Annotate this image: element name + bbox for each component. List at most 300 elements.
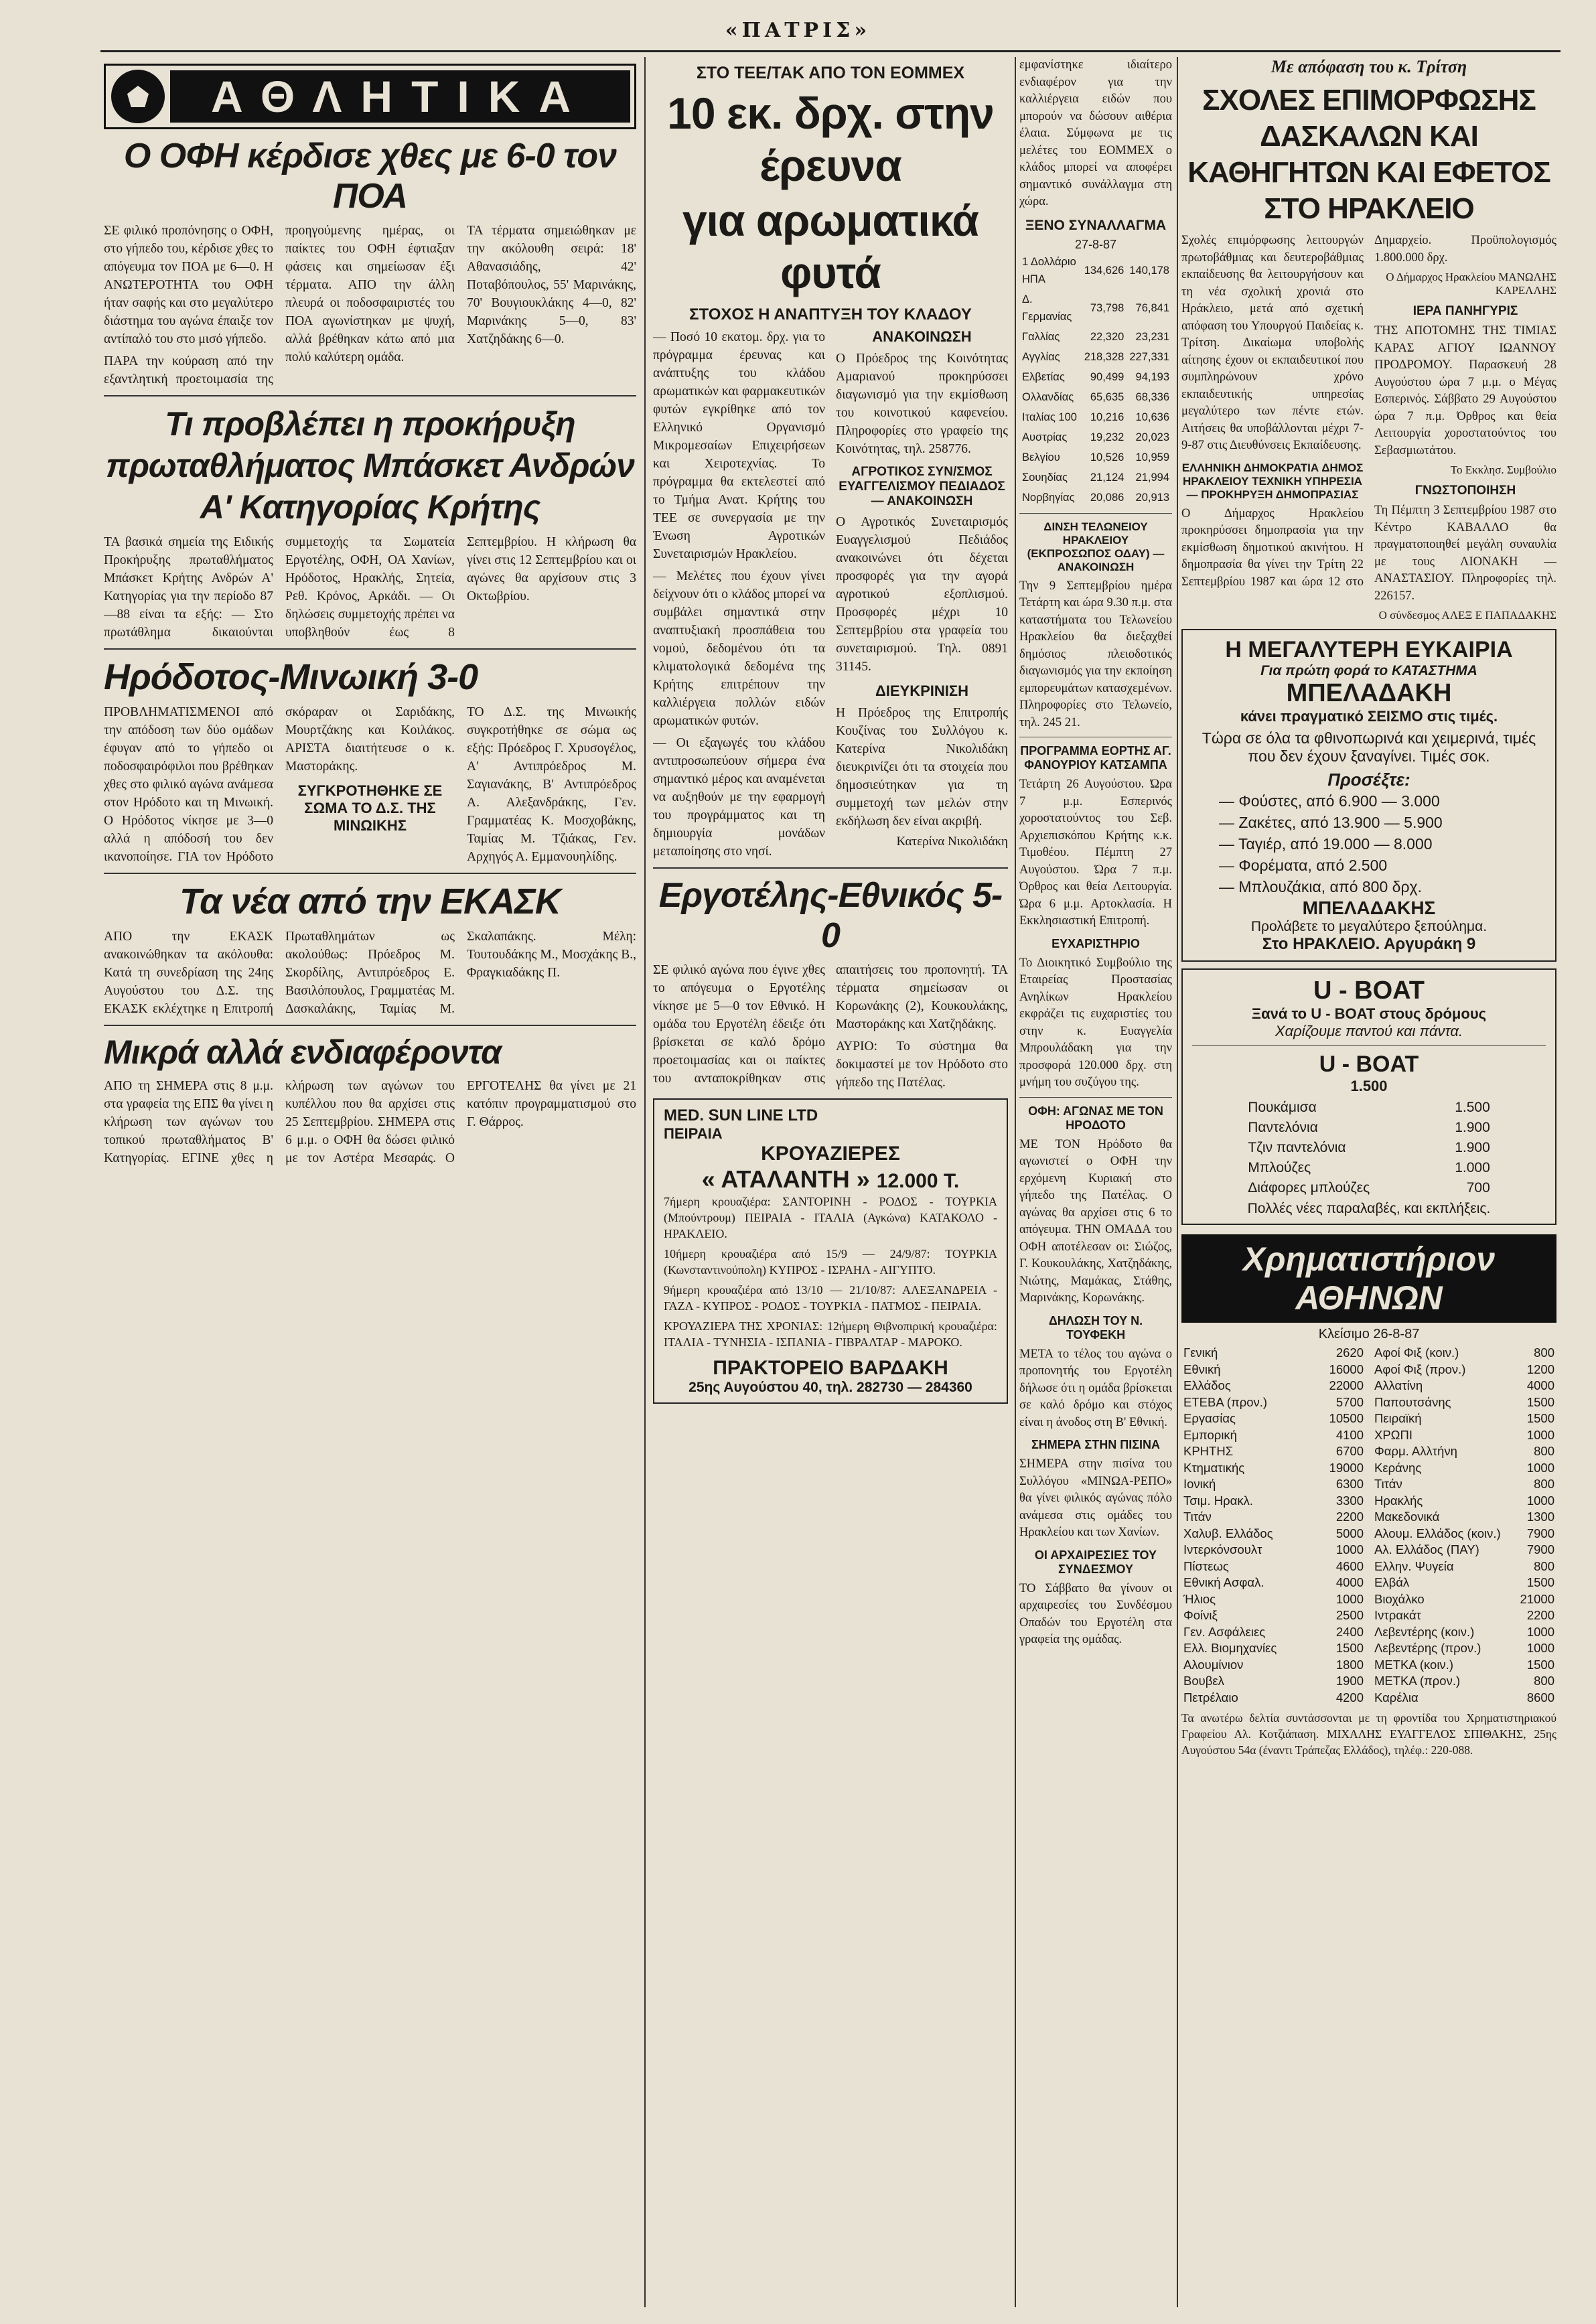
row-value: 6300	[1335, 1477, 1364, 1491]
headline-ergotelis: Εργοτέλης-Εθνικός 5-0	[658, 876, 1003, 955]
row-label: Ήλιος	[1183, 1591, 1216, 1606]
article-research	[653, 328, 1008, 861]
table-row	[1019, 327, 1172, 347]
ad-sub: Ξανά το U - BOAT στους δρόμους	[1251, 1005, 1487, 1022]
table-row	[1181, 1394, 1366, 1411]
signature: Κατερίνα Νικολιδάκη	[896, 834, 1008, 849]
row-label: Φαρμ. Αλλτήνη	[1374, 1444, 1457, 1458]
headline-research-1: 10 εκ. δρχ. στην έρευνα	[667, 88, 994, 190]
row-label: Λεβεντέρης (προν.)	[1374, 1641, 1481, 1655]
notice-text: ΤΗΣ ΑΠΟΤΟΜΗΣ ΤΗΣ ΤΙΜΙΑΣ ΚΑΡΑΣ ΑΓΙΟΥ ΙΩΑΝΝΟΥ ΠΡΟΔΡΟΜΟΥ. Παρασκευή 28 Αυγούστου ώρα 7 μ.μ. ο Μέγας Εσπερινός. Σάββατο 29 Αυγούστου ώρα 7 π.μ. Όρθρος και θεία Λειτουργία χοροστατούντος του Σεβασμιωτάτου.	[1374, 324, 1556, 457]
row-value: 21,994	[1135, 471, 1169, 484]
cruise-ad	[653, 1098, 1008, 1404]
article-basket	[104, 533, 636, 642]
ad-title-2: U - BOAT	[1319, 1051, 1419, 1077]
row-value: 16000	[1329, 1362, 1364, 1376]
ad-intro: Τώρα σε όλα τα φθινοπωρινά και χειμερινά, τιμές που δεν έχουν ξαναγίνει. Τιμές σοκ.	[1202, 729, 1536, 765]
row-value: 7900	[1526, 1542, 1554, 1556]
deck: ΣΤΟΧΟΣ Η ΑΝΑΠΤΥΞΗ ΤΟΥ ΚΛΑΔΟΥ	[689, 305, 972, 323]
table-row	[1372, 1673, 1556, 1690]
table-row	[1181, 1460, 1366, 1477]
table-row	[1181, 1526, 1366, 1542]
ad-agent: ΠΡΑΚΤΟΡΕΙΟ ΒΑΡΔΑΚΗ	[713, 1357, 948, 1379]
ad-line: 10ήμερη κρουαζιέρα από 15/9 — 24/9/87: ΤΟΥΡΚΙΑ (Κωνσταντινούπολη) ΚΥΠΡΟΣ - ΙΣΡΑΗΛ - ΑΙΓΥΠΤΟ.	[664, 1247, 997, 1277]
ad-items	[1192, 790, 1546, 897]
row-label: ΧΡΩΠΙ	[1374, 1427, 1413, 1442]
row-label: Παπουτσάνης	[1374, 1394, 1451, 1409]
row-label: Λεβεντέρης (κοιν.)	[1374, 1624, 1475, 1639]
row-label: Τιτάν	[1183, 1510, 1212, 1524]
row-value: 2200	[1335, 1510, 1364, 1524]
row-label: Ελβάλ	[1374, 1575, 1410, 1589]
row-label: Γαλλίας	[1022, 330, 1060, 343]
row-value: 20,913	[1135, 491, 1169, 504]
notice-heading: ΕΥΧΑΡΙΣΤΗΡΙΟ	[1051, 936, 1140, 950]
table-row	[1019, 467, 1172, 488]
row-label: Ολλανδίας	[1022, 390, 1074, 403]
table-row	[1245, 1158, 1493, 1178]
row-label: ΜΕΤΚΑ (κοιν.)	[1374, 1657, 1453, 1672]
row-label: ΚΡΗΤΗΣ	[1183, 1444, 1234, 1458]
ad-ship	[664, 1165, 997, 1193]
subheading: ΔΗΛΩΣΗ ΤΟΥ Ν. ΤΟΥΦΕΚΗ	[1048, 1313, 1143, 1341]
table-row	[1181, 1362, 1366, 1378]
row-label: Βελγίου	[1022, 451, 1060, 463]
row-value: 2620	[1335, 1346, 1364, 1360]
row-value: 10500	[1329, 1411, 1364, 1425]
row-value: 1500	[1526, 1657, 1554, 1672]
table-row	[1181, 1640, 1366, 1657]
table-row	[1372, 1607, 1556, 1624]
article-paragraph: ΣΗΜΕΡΑ στην πισίνα του Συλλόγου «ΜΙΝΩΑ-ΡΕΠΟ» θα γίνει φιλικός αγώνας πόλο ανάμεσα στις ομάδες του Ηρακλείου και των Χανίων.	[1019, 1457, 1172, 1539]
row-value: 22000	[1329, 1378, 1364, 1392]
notices-column	[1019, 57, 1172, 2307]
table-row	[1181, 1493, 1366, 1510]
notice-text: Τη Πέμπτη 3 Σεπτεμβρίου 1987 στο Κέντρο ΚΑΒΑΛΛΟ θα πραγματοποιηθεί μεγάλη συναυλία με τους ΛΙΟΝΑΚΗ — ΑΝΑΣΤΑΣΙΟΥ. Πληροφορίες τηλ. 226157.	[1374, 504, 1556, 603]
row-value: 21,124	[1090, 471, 1125, 484]
table-row	[1372, 1558, 1556, 1575]
ad-item: — Φούστες, από 6.900 — 3.000	[1219, 792, 1440, 810]
table-row	[1181, 1378, 1366, 1394]
table-row	[1372, 1657, 1556, 1674]
headline-basket: Τι προβλέπει η προκήρυξη πρωταθλήματος Μπάσκετ Ανδρών Α' Κατηγορίας Κρήτης	[106, 405, 634, 526]
row-label: Εργασίας	[1183, 1411, 1236, 1425]
divider	[1019, 1097, 1172, 1098]
notice-text: Τετάρτη 26 Αυγούστου. Ώρα 7 μ.μ. Εσπερινός χοροστατούντος του Σεβ. Αρχιεπισκόπου Κρήτης κ.κ. Τιμοθέου. Πέμπτη 27 Αυγούστου. Ώρα 7 π.μ. Όρθρος και θεία Λειτουργία. Ώρα 6 μ.μ. Αρτοκλασία. Η Εκκλησιαστική Επιτροπή.	[1019, 778, 1172, 928]
ad-title: U - BOAT	[1313, 976, 1425, 1005]
row-value: 1500	[1526, 1575, 1554, 1589]
row-label: Ηρακλής	[1374, 1493, 1423, 1508]
headline-research-2: για αρωματικά φυτά	[682, 196, 979, 297]
row-value: 700	[1466, 1180, 1490, 1195]
row-label: Διάφορες μπλούζες	[1248, 1180, 1370, 1195]
row-value: 1000	[1335, 1542, 1364, 1556]
notice-text: Ο Δήμαρχος Ηρακλείου προκηρύσσει δημοπρασία για την εκμίσθωση δημοτικού ακινήτου. Η δημοπρασία θα γίνει την Τρίτη 22 Σεπτεμβρίου 1987 και ώρα 12 στο Δημαρχείο. Προϋπολογισμός 1.800.000 δρχ.	[1181, 234, 1556, 589]
row-value: 2200	[1526, 1608, 1554, 1622]
row-value: 94,193	[1135, 370, 1169, 383]
table-row	[1019, 367, 1172, 387]
article-paragraph: — Ποσό 10 εκατομ. δρχ. για το πρόγραμμα έρευνας και ανάπτυξης του κλάδου αρωματικών και φαρμακευτικών φυτών εγκρίθηκε από τον Ελληνικό Οργανισμό Μικρομεσαίων Επιχειρήσεων και Χειροτεχνίας. Το πρόγραμμα θα εκτελεστεί από το Τμήμα Ανατ. Κρήτης του ΤΕΕ σε συνεργασία με την Ένωση Αγροτικών Συνεταιρισμών Ηρακλείου.	[653, 330, 825, 561]
ad-item: — Ζακέτες, από 13.900 — 5.900	[1219, 814, 1443, 831]
row-value: 4200	[1335, 1690, 1364, 1704]
table-row	[1372, 1542, 1556, 1558]
row-value: 1500	[1526, 1411, 1554, 1425]
fx-heading: ΞΕΝΟ ΣΥΝΑΛΛΑΓΜΑ	[1025, 217, 1167, 233]
ad-price-table	[1245, 1098, 1493, 1198]
headline-education: ΣΧΟΛΕΣ ΕΠΙΜΟΡΦΩΣΗΣ ΔΑΣΚΑΛΩΝ ΚΑΙ ΚΑΘΗΓΗΤΩΝ ΚΑΙ ΕΦΕΤΟΣ ΣΤΟ ΗΡΑΚΛΕΙΟ	[1187, 84, 1550, 225]
row-label: Ελβετίας	[1022, 370, 1065, 383]
table-row	[1181, 1542, 1366, 1558]
article-education	[1181, 232, 1556, 622]
row-value: 20,086	[1090, 491, 1125, 504]
row-value: 23,231	[1135, 330, 1169, 343]
ad-tag: Χαρίζουμε παντού και πάντα.	[1275, 1023, 1463, 1039]
article-paragraph: εμφανίστηκε ιδιαίτερο ενδιαφέρον για την καλλιέργεια ειδών που μπορούν να δώσουν αιθέρια έλαια. Σύμφωνα με τις μελέτες του ΕΟΜΜΕΧ ο κλάδος μπορεί να αποφέρει σημαντικό συνάλλαγμα στη χώρα.	[1019, 58, 1172, 208]
row-value: 1000	[1526, 1460, 1554, 1475]
row-value: 3300	[1335, 1493, 1364, 1508]
row-label: Τιτάν	[1374, 1477, 1402, 1491]
row-value: 1300	[1526, 1510, 1554, 1524]
notice-heading: ΕΛΛΗΝΙΚΗ ΔΗΜΟΚΡΑΤΙΑ ΔΗΜΟΣ ΗΡΑΚΛΕΙΟΥ ΤΕΧΝΙΚΗ ΥΠΗΡΕΣΙΑ — ΠΡΟΚΗΡΥΞΗ ΔΗΜΟΠΡΑΣΙΑΣ	[1181, 461, 1364, 501]
ad-item: — Ταγιέρ, από 19.000 — 8.000	[1219, 835, 1433, 853]
row-value: 1000	[1526, 1641, 1554, 1655]
masthead: «ΠΑΤΡΙΣ»	[725, 19, 871, 42]
research-column	[653, 57, 1008, 2307]
row-label: Ιταλίας 100	[1022, 411, 1077, 423]
table-row	[1372, 1591, 1556, 1608]
article-paragraph: — Μελέτες που έχουν γίνει δείχνουν ότι ο κλάδος μπορεί να συμβάλει σημαντικά στην αναπτυξιακή προσπάθεια του νομού, δεδομένου ότι τα κλιματολογικά δεδομένα της Κρήτης επιτρέπουν την καλλιέργεια πολλών ειδών αρωματικών φυτών.	[653, 569, 825, 728]
table-row	[1372, 1410, 1556, 1427]
row-value: 1900	[1335, 1674, 1364, 1688]
table-row	[1372, 1345, 1556, 1362]
table-row	[1372, 1460, 1556, 1477]
ad-price: 12.000 Τ.	[876, 1170, 960, 1192]
ad-tag: κάνει πραγματικό ΣΕΙΣΜΟ στις τιμές.	[1240, 708, 1498, 725]
signature: Ο Δήμαρχος Ηρακλείου ΜΑΝΩΛΗΣ ΚΑΡΕΛΛΗΣ	[1386, 271, 1556, 297]
row-value: 10,636	[1135, 411, 1169, 423]
table-row	[1372, 1394, 1556, 1411]
ad-line: 9ήμερη κρουαζιέρα από 13/10 — 21/10/87: ΑΛΕΞΑΝΔΡΕΙΑ - ΓΑΖΑ - ΚΥΠΡΟΣ - ΡΟΔΟΣ - ΤΟΥΡΚΙΑ - ΠΑΤΜΟΣ - ΠΕΙΡΑΙΑ.	[664, 1283, 997, 1313]
article-paragraph: ΤΑ τέρματα σημειώθηκαν με την ακόλουθη σειρά: 18' Αθανασιάδης, 42' Ποταβόπουλος, 55' Μαρινάκης, 70' Βουγιουκλάκης 4—0, 82' Μαρινάκης 5—0, 83' Χατζηδάκης 6—0.	[467, 224, 636, 346]
row-value: 1.000	[1455, 1160, 1490, 1175]
ad-ship-name: « ΑΤΑΛΑΝΤΗ »	[701, 1165, 870, 1193]
row-label: Αγγλίας	[1022, 350, 1060, 363]
table-row	[1181, 1509, 1366, 1526]
row-label: Βιοχάλκο	[1374, 1591, 1425, 1606]
ad-look: Προσέξτε:	[1327, 770, 1410, 790]
article-paragraph: ΑΠΟ τη ΣΗΜΕΡΑ στις 8 μ.μ. στα γραφεία της ΕΠΣ θα γίνει η κλήρωση των αγώνων του τοπικού πρωταθλήματος Β' Κατηγορίας. ΕΓΙΝΕ χθες η κλήρωση των αγώνων του κυπέλλου που θα αρχίσει στις 25 Σεπτεμβρίου. ΣΗΜΕΡΑ στις 6 μ.μ. ο ΟΦΗ θα δώσει φιλικό με τον Αστέρα Μεσαράς. Ο ΕΡΓΟΤΕΛΗΣ θα γίνει με 21 κατόπιν προγραμματισμού στο Γ. Θάρρος.	[104, 1079, 636, 1165]
table-row	[1019, 447, 1172, 467]
kicker: Με απόφαση του κ. Τρίτση	[1271, 57, 1467, 76]
row-value: 1500	[1335, 1641, 1364, 1655]
row-label: Πίστεως	[1183, 1558, 1229, 1573]
article-paragraph: ΣΕ φιλικό προπόνησης ο ΟΦΗ, στο γήπεδο του, κέρδισε χθες το απόγευμα τον ΠΟΑ με 6—0. Η ΑΝΩΤΕΡΟΤΗΤΑ του ΟΦΗ ήταν σαφής και στο μεγαλύτερο διάστημα του αγώνα έπαιξε τον αντίπαλό του στο μισό γήπεδο.	[104, 224, 273, 346]
row-value: 5000	[1335, 1526, 1364, 1540]
row-label: Ιντρακάτ	[1374, 1608, 1421, 1622]
row-value: 800	[1534, 1477, 1554, 1491]
article-paragraph: ΤΟ Δ.Σ. της Μινωικής συγκροτήθηκε σε σώμα ως εξής: Πρόεδρος Γ. Χρυσογέλος, Α' Αντιπρόεδρος Μ. Σαγιανάκης, Β' Αντιπρόεδρος Α. Αλεξανδράκης, Γεν. Γραμματέας Κ. Μοσχοβάκης, Ταμίας Μ. Τζιάκας, Γεν. Αρχηγός Α. Εμμανουηλίδης.	[467, 705, 636, 864]
row-value: 1.900	[1455, 1140, 1490, 1155]
row-label: Τσιμ. Ηρακλ.	[1183, 1493, 1253, 1508]
table-row	[1372, 1476, 1556, 1493]
table-row	[1372, 1378, 1556, 1394]
article-paragraph: Σχολές επιμόρφωσης λειτουργών πρωτοβάθμιας και δευτεροβάθμιας εκπαίδευσης θα λειτουργήσουν και τη νέα σχολική χρονιά στο Ηράκλειο, μετά από σχετική απόφαση του Υπουργού Παιδείας κ. Τρίτση. Δικαίωμα υποβολής αίτησης έχουν οι εκπαιδευτικοί που συμπληρώνουν χρόνο εκπαιδευτικής υπηρεσίας μεγαλύτερο των πέντε ετών. Αιτήσεις θα υποβάλλονται μέχρι 7-9-87 στις Διευθύνσεις Εκπαίδευσης.	[1181, 234, 1364, 452]
row-value: 19000	[1329, 1460, 1364, 1475]
ad-address: Στο ΗΡΑΚΛΕΙΟ. Αργυράκη 9	[1262, 935, 1476, 953]
row-label: Εμπορική	[1183, 1427, 1237, 1442]
row-label: Αλουμ. Ελλάδος (κοιν.)	[1374, 1526, 1501, 1540]
table-row	[1181, 1607, 1366, 1624]
row-label: Νορβηγίας	[1022, 491, 1075, 504]
article-paragraph: ΠΡΟΒΛΗΜΑΤΙΣΜΕΝΟΙ από την απόδοση των δύο ομάδων έφυγαν από το γήπεδο οι ποδοσφαιρόφιλοι που βρέθηκαν χθες στο φιλικό αγώνα ανάμεσα στον Ηρόδοτο και τη Μινωική. Ο Ηρόδοτος νίκησε με 3—0 αλλά η απόδοσή του δεν ικανοποίησε. ΓΙΑ τον Ηρόδοτο σκόραραν οι Σαριδάκης, Μουρτζάκης και Κοιλάκος. ΑΡΙΣΤΑ διαιτήτευσε ο κ. Μαστοράκης.	[104, 705, 455, 864]
row-value: 20,023	[1135, 431, 1169, 443]
row-value: 19,232	[1090, 431, 1125, 443]
row-label: Φοίνιξ	[1183, 1608, 1218, 1622]
ad-footer: Πολλές νέες παραλαβές, και εκπλήξεις.	[1247, 1201, 1491, 1216]
signature: Ο σύνδεσμος ΑΛΕΞ Ε ΠΑΠΑΔΑΚΗΣ	[1378, 609, 1556, 622]
row-value: 140,178	[1129, 264, 1169, 277]
notice-heading: ΔΙΝΣΗ ΤΕΛΩΝΕΙΟΥ ΗΡΑΚΛΕΙΟΥ (ΕΚΠΡΟΣΩΠΟΣ ΟΔΑΥ) — ΑΝΑΚΟΙΝΩΣΗ	[1027, 520, 1165, 573]
table-row	[1245, 1098, 1493, 1118]
ad-line: 7ήμερη κρουαζιέρα: ΣΑΝΤΟΡΙΝΗ - ΡΟΔΟΣ - ΤΟΥΡΚΙΑ (Μπούντρουμ) ΠΕΙΡΑΙΑ - ΙΤΑΛΙΑ (Αγκώνα) ΚΑΤΑΚΟΛΟ - ΗΡΑΚΛΕΙΟ.	[664, 1195, 997, 1240]
row-label: Κτηματικής	[1183, 1460, 1245, 1475]
divider	[104, 395, 636, 396]
stock-banner: Χρηματιστήριον ΑΘΗΝΩΝ	[1181, 1234, 1556, 1323]
table-row	[1019, 252, 1172, 289]
row-label: Τζιν παντελόνια	[1248, 1140, 1346, 1155]
table-row	[1019, 427, 1172, 447]
row-label: ΜΕΤΚΑ (προν.)	[1374, 1674, 1461, 1688]
table-row	[1181, 1427, 1366, 1444]
ad-shop2: ΜΠΕΛΑΔΑΚΗΣ	[1302, 897, 1436, 918]
education-column	[1181, 57, 1556, 2307]
fx-date: 27-8-87	[1074, 237, 1117, 251]
row-value: 21000	[1520, 1591, 1554, 1606]
row-label: Ιντερκόνσουλτ	[1183, 1542, 1262, 1556]
row-label: ΕΤΕΒΑ (προν.)	[1183, 1394, 1268, 1409]
fx-table	[1019, 252, 1172, 508]
table-row	[1245, 1178, 1493, 1198]
article-paragraph: ΣΕ φιλικό αγώνα που έγινε χθες το απόγευμα ο Εργοτέλης νίκησε με 5—0 τον Εθνικό. Η ομάδα του Εργοτέλη έδειξε ότι βρίσκεται σε καλό δρόμο προετοιμασίας και οι παίκτες του ανταποκρίθηκαν στις απαιτήσεις του προπονητή. ΤΑ τέρματα σημείωσαν οι Κορωνάκης (2), Κουκουλάκης, Μαστοράκης και Χατζηδάκης.	[653, 963, 1008, 1086]
headline-herodotos: Ηρόδοτος-Μινωική 3-0	[104, 657, 478, 697]
table-row	[1019, 387, 1172, 407]
row-label: Εθνική Ασφαλ.	[1183, 1575, 1264, 1589]
top-rule	[100, 50, 1561, 52]
subheading: ΣΥΓΚΡΟΤΗΘΗΚΕ ΣΕ ΣΩΜΑ ΤΟ Δ.Σ. ΤΗΣ ΜΙΝΩΙΚΗΣ	[297, 782, 443, 834]
subheading: ΟΦΗ: ΑΓΩΝΑΣ ΜΕ ΤΟΝ ΗΡΟΔΟΤΟ	[1028, 1104, 1163, 1132]
row-label: Αφοί Φιξ (προν.)	[1374, 1362, 1466, 1376]
row-label: Ελλην. Ψυγεία	[1374, 1558, 1454, 1573]
ad-sub: Για πρώτη φορά το ΚΑΤΑΣΤΗΜΑ	[1260, 663, 1477, 678]
table-row	[1372, 1690, 1556, 1706]
article-paragraph: — Οι εξαγωγές του κλάδου αντιπροσωπεύουν σήμερα ένα σημαντικό μέρος και αναμένεται να αυξηθούν με την εφαρμογή του προγράμματος και τη δημιουργία μονάδων μεταποίησης στο νησί.	[653, 736, 825, 859]
row-value: 4100	[1335, 1427, 1364, 1442]
table-row	[1181, 1443, 1366, 1460]
row-value: 90,499	[1090, 370, 1125, 383]
row-value: 6700	[1335, 1444, 1364, 1458]
table-row	[1181, 1558, 1366, 1575]
row-value: 10,216	[1090, 411, 1125, 423]
row-label: Ιονική	[1183, 1477, 1216, 1491]
row-value: 1000	[1526, 1624, 1554, 1639]
ad-agent-address: 25ης Αυγούστου 40, τηλ. 282730 — 284360	[688, 1380, 972, 1395]
stock-date: Κλείσιμο 26-8-87	[1318, 1327, 1420, 1341]
ad-title: Η ΜΕΓΑΛΥΤΕΡΗ ΕΥΚΑΙΡΙΑ	[1225, 637, 1513, 662]
table-row	[1372, 1427, 1556, 1444]
belladaki-ad	[1181, 629, 1556, 962]
article-ergotelis	[653, 961, 1008, 1092]
table-row	[1181, 1657, 1366, 1674]
row-value: 73,798	[1090, 301, 1125, 314]
row-value: 800	[1534, 1558, 1554, 1573]
row-value: 4600	[1335, 1558, 1364, 1573]
row-value: 1000	[1526, 1427, 1554, 1442]
row-label: Αυστρίας	[1022, 431, 1068, 443]
row-value: 800	[1534, 1444, 1554, 1458]
row-value: 8600	[1526, 1690, 1554, 1704]
table-row	[1372, 1575, 1556, 1591]
row-value: 800	[1534, 1346, 1554, 1360]
football-icon	[111, 70, 165, 123]
column-divider	[644, 57, 646, 2307]
notice-heading: ΠΡΟΓΡΑΜΜΑ ΕΟΡΤΗΣ ΑΓ. ΦΑΝΟΥΡΙΟΥ ΚΑΤΣΑΜΠΑ	[1020, 744, 1171, 772]
row-value: 1.900	[1455, 1120, 1490, 1135]
table-row	[1372, 1493, 1556, 1510]
row-label: Κεράνης	[1374, 1460, 1422, 1475]
notice-heading: ΔΙΕΥΚΡΙΝΙΣΗ	[875, 682, 969, 699]
ad-line: ΚΡΟΥΑΖΙΕΡΑ ΤΗΣ ΧΡΟΝΙΑΣ: 12ήμερη Θιβνοπιρική κρουαζιέρα: ΙΤΑΛΙΑ - ΤΥΝΗΣΙΑ - ΙΣΠΑΝΙΑ - ΓΙΒΡΑΛΤΑΡ - ΜΑΡΟΚΟ.	[664, 1319, 997, 1349]
row-label: Μακεδονικά	[1374, 1510, 1440, 1524]
row-label: Πειραϊκή	[1374, 1411, 1422, 1425]
row-label: Εθνική	[1183, 1362, 1221, 1376]
table-row	[1245, 1118, 1493, 1138]
article-paragraph: ΑΠΟ την ΕΚΑΣΚ ανακοινώθηκαν τα ακόλουθα: Κατά τη συνεδρίαση της 24ης Αυγούστου του Δ.Σ. της ΕΚΑΣΚ εκλέχτηκε η Επιτροπή Πρωταθλημάτων ως ακολούθως: Πρόεδρος Μ. Σκορδίλης, Αντιπρόεδρος Ε. Βασιλόπουλος, Γραμματέας Μ. Δασκαλάκης, Ταμίας Μ. Σκαλαπάκης. Μέλη: Τουτουδάκης Μ., Μοσχάκης Β., Φραγκιαδάκης Π.	[104, 930, 636, 1016]
section-banner-label: ΑΘΛΗΤΙΚΑ	[170, 70, 630, 123]
row-value: 1500	[1526, 1394, 1554, 1409]
row-label: Βουβελ	[1183, 1674, 1224, 1688]
row-value: 800	[1534, 1674, 1554, 1688]
row-label: Γεν. Ασφάλειες	[1183, 1624, 1266, 1639]
ad-item: — Μπλουζάκια, από 800 δρχ.	[1219, 878, 1422, 895]
row-value: 5700	[1335, 1394, 1364, 1409]
ad-city: ΠΕΙΡΑΙΑ	[664, 1125, 723, 1142]
sports-column	[104, 57, 636, 2307]
table-row	[1181, 1690, 1366, 1706]
ad-shop: ΜΠΕΛΑΔΑΚΗ	[1286, 679, 1452, 707]
article-paragraph: ΑΥΡΙΟ: Το σύστημα θα δοκιμαστεί με τον Ηρόδοτο στο γήπεδο της Πατέλας.	[836, 1039, 1008, 1090]
column-divider	[1015, 57, 1016, 2307]
column-divider	[1177, 57, 1178, 2307]
row-value: 2500	[1335, 1608, 1364, 1622]
row-value: 218,328	[1084, 350, 1125, 363]
kicker: ΣΤΟ ΤΕΕ/ΤΑΚ ΑΠΟ ΤΟΝ ΕΟΜΜΕΧ	[696, 64, 965, 82]
subheading: ΣΗΜΕΡΑ ΣΤΗΝ ΠΙΣΙΝΑ	[1031, 1438, 1161, 1451]
row-value: 1800	[1335, 1657, 1364, 1672]
divider	[104, 873, 636, 874]
table-row	[1372, 1640, 1556, 1657]
row-value: 4000	[1335, 1575, 1364, 1589]
row-value: 4000	[1526, 1378, 1554, 1392]
row-label: Χαλυβ. Ελλάδος	[1183, 1526, 1273, 1540]
notice-text: Την 9 Σεπτεμβρίου ημέρα Τετάρτη και ώρα 9.30 π.μ. στα καταστήματα του Τελωνείου Ηρακλείου θα διεξαχθεί δημόσιος πλειοδοτικός διαγωνισμός για την εκποίηση εμπορευμάτων κατασχεμένων. Πληροφορίες στο Τελωνείο, τηλ. 245 21.	[1019, 579, 1172, 729]
table-row	[1181, 1410, 1366, 1427]
table-row	[1181, 1591, 1366, 1608]
article-ekask	[104, 928, 636, 1018]
headline-ekask: Τα νέα από την ΕΚΑΣΚ	[179, 881, 561, 922]
row-label: Καρέλια	[1374, 1690, 1419, 1704]
article-herodotos	[104, 703, 636, 866]
divider	[1192, 1045, 1546, 1046]
stock-note: Τα ανωτέρω δελτία συντάσσονται με τη φροντίδα του Χρηματιστηριακού Γραφείου Αλ. Κοτζιάπαση. ΜΙΧΑΛΗΣ ΕΥΑΓΓΕΛΟΣ ΣΠΙΘΑΚΗΣ, 25ης Αυγούστου 54α (έναντι Τράπεζας Ελλάδος), τηλέφ.: 220-088.	[1181, 1711, 1556, 1757]
notice-text: Ο Αγροτικός Συνεταιρισμός Ευαγγελισμού Πεδιάδος ανακοινώνει ότι δέχεται προσφορές για την αγορά αγροτικού εξοπλισμού. Προσφορές μέχρι 10 Σεπτεμβρίου στα γραφεία του συνεταιρισμού. Τηλ. 0891 31145.	[836, 515, 1008, 674]
table-row	[1372, 1509, 1556, 1526]
table-row	[1019, 488, 1172, 508]
row-value: 7900	[1526, 1526, 1554, 1540]
ad-kind: ΚΡΟΥΑΖΙΕΡΕΣ	[761, 1143, 900, 1165]
row-value: 10,959	[1135, 451, 1169, 463]
row-value: 1000	[1526, 1493, 1554, 1508]
row-label: Αφοί Φιξ (κοιν.)	[1374, 1346, 1459, 1360]
row-value: 65,635	[1090, 390, 1125, 403]
article-paragraph: ΤΟ Σάββατο θα γίνουν οι αρχαιρεσίες του Συνδέσμου Οπαδών του Εργοτέλη στα γραφεία της ομάδας.	[1019, 1581, 1172, 1646]
uboat-ad	[1181, 968, 1556, 1225]
divider	[104, 1025, 636, 1026]
row-label: 1 Δολλάριο ΗΠΑ	[1022, 255, 1076, 285]
notice-heading: ΓΝΩΣΤΟΠΟΙΗΣΗ	[1414, 484, 1516, 498]
notice-heading: ΑΓΡΟΤΙΚΟΣ ΣΥΝ/ΣΜΟΣ ΕΥΑΓΓΕΛΙΣΜΟΥ ΠΕΔΙΑΔΟΣ — ΑΝΑΚΟΙΝΩΣΗ	[839, 465, 1005, 508]
article-paragraph: ΠΑΡΑ την κούραση από την εξαντλητική προετοιμασία της προηγούμενης ημέρας, οι παίκτες του ΟΦΗ έφτιαξαν φάσεις και σημείωσαν έξι τέρματα. ΑΠΟ την άλλη πλευρά οι ποδοσφαιριστές του ΠΟΑ αγωνίστηκαν με ψυχή, αλλά βρέθηκαν κάτω από μια πολύ καλύτερη ομάδα.	[104, 224, 455, 386]
notice-text: Η Πρόεδρος της Επιτροπής Κουζίνας του Συλλόγου κ. Κατερίνα Νικολιδάκη διευκρινίζει ότι τα στοιχεία που δημοσιεύτηκαν για τη συμμετοχή των μελών στην εκδήλωση δεν είναι ακριβή.	[836, 706, 1008, 828]
row-label: Γενική	[1183, 1346, 1218, 1360]
article-paragraph: ΜΕΤΑ το τέλος του αγώνα ο προπονητής του Εργοτέλη δήλωσε ότι η ομάδα βρίσκεται σε καλό δρόμο και στόχος είναι η άνοδος στη Β' Εθνική.	[1019, 1347, 1172, 1429]
headline-ofi: Ο ΟΦΗ κέρδισε χθες με 6-0 τον ΠΟΑ	[123, 137, 617, 216]
row-value: 10,526	[1090, 451, 1125, 463]
table-row	[1372, 1526, 1556, 1542]
stock-table-left	[1181, 1345, 1366, 1706]
row-value: 134,626	[1084, 264, 1125, 277]
table-row	[1181, 1624, 1366, 1641]
ad-price: 1.500	[1350, 1078, 1388, 1094]
divider	[653, 867, 1008, 869]
table-row	[1181, 1673, 1366, 1690]
row-label: Ελλ. Βιομηχανίες	[1183, 1641, 1277, 1655]
ad-footer: Προλάβετε το μεγαλύτερο ξεπούλημα.	[1250, 919, 1488, 934]
row-label: Αλ. Ελλάδος (ΠΑΥ)	[1374, 1542, 1479, 1556]
article-ofi	[104, 222, 636, 388]
row-label: Αλλατίνη	[1374, 1378, 1423, 1392]
row-label: Πετρέλαιο	[1183, 1690, 1238, 1704]
row-label: Δ. Γερμανίας	[1022, 293, 1072, 323]
table-row	[1181, 1476, 1366, 1493]
notice-heading: ΑΝΑΚΟΙΝΩΣΗ	[872, 328, 972, 345]
divider	[104, 648, 636, 650]
article-paragraph: ΜΕ ΤΟΝ Ηρόδοτο θα αγωνιστεί ο ΟΦΗ την ερχόμενη Κυριακή στο γήπεδο της Πατέλας. Ο αγώνας θα αρχίσει στις 6 το απόγευμα. ΤΗΝ ΟΜΑΔΑ του ΟΦΗ αποτέλεσαν οι: Σιώζος, Γ. Κουκουλάκης, Χατζηδάκης, Νιώτης, Μαμάκας, Στάθης, Μαρινάκης, Κορωνάκης.	[1019, 1137, 1172, 1305]
row-label: Μπλούζες	[1248, 1160, 1311, 1175]
divider	[1019, 513, 1172, 514]
row-value: 22,320	[1090, 330, 1125, 343]
section-banner	[104, 64, 636, 129]
table-row	[1245, 1138, 1493, 1158]
row-value: 227,331	[1129, 350, 1169, 363]
table-row	[1372, 1362, 1556, 1378]
row-label: Αλουμίνιον	[1183, 1657, 1244, 1672]
ad-item: — Φορέματα, από 2.500	[1219, 857, 1388, 874]
ad-company: MED. SUN LINE LTD	[664, 1106, 818, 1124]
headline-minor: Μικρά αλλά ενδιαφέροντα	[104, 1033, 502, 1071]
table-row	[1019, 407, 1172, 427]
row-label: Πουκάμισα	[1248, 1100, 1317, 1115]
signature: Το Εκκλησ. Συμβούλιο	[1450, 463, 1556, 476]
